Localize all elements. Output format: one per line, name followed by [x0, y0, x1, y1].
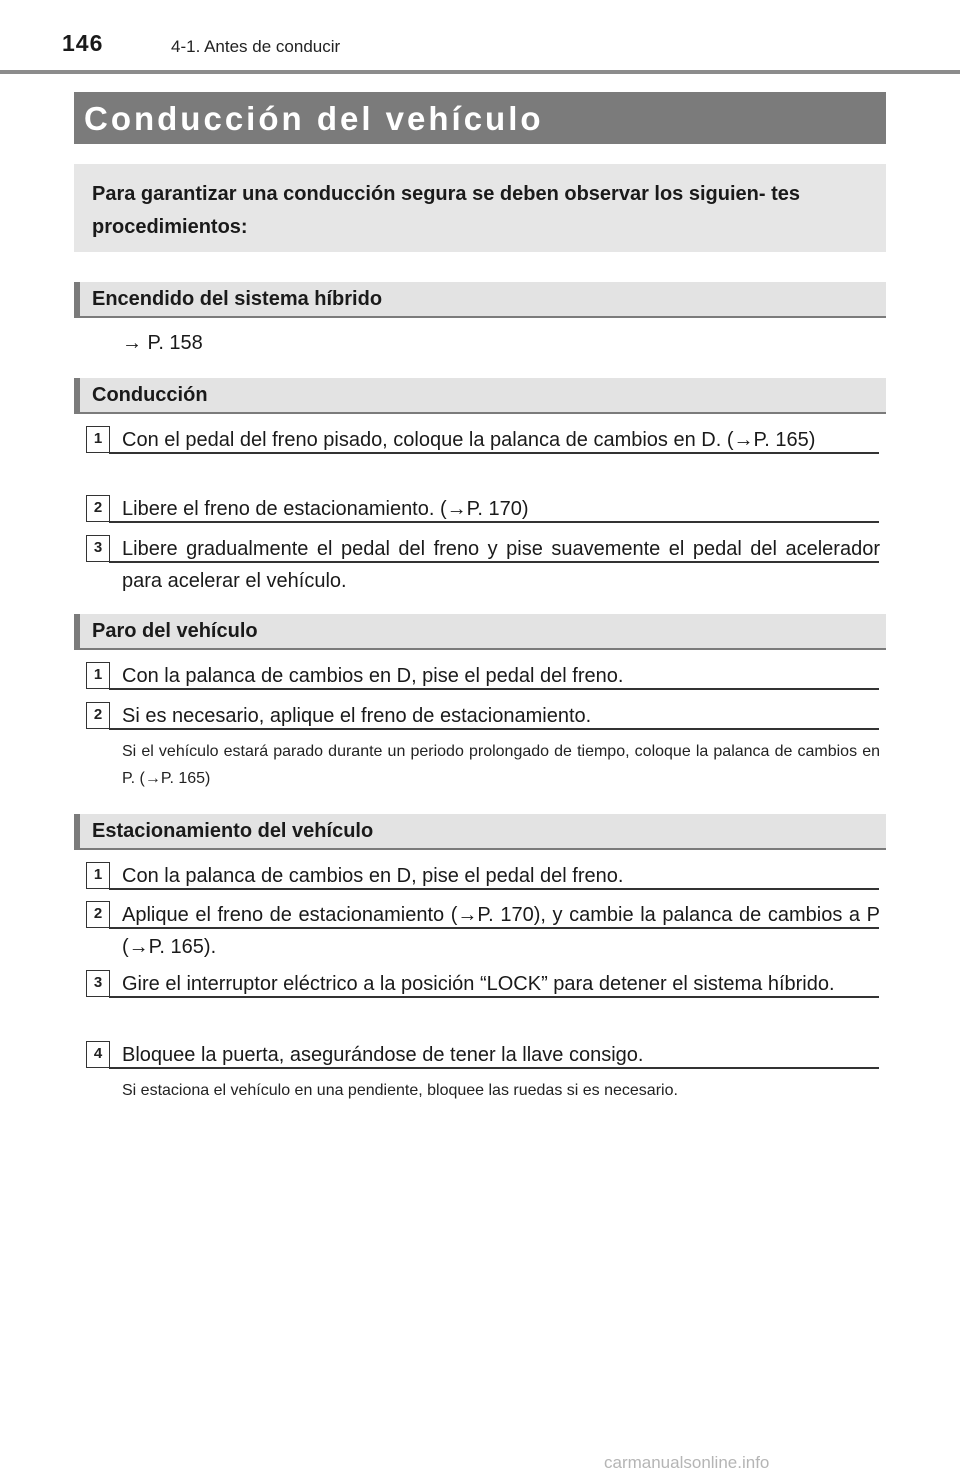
intro-text: Para garantizar una conducción segura se deben observar los siguien- tes procedimientos: [92, 183, 800, 238]
step-text: Con la palanca de cambios en D, pise el pedal del freno. [122, 665, 624, 687]
note-text: Si el vehículo estará parado durante un periodo prolongado de tiempo, coloque la palanca de cambios en P. (→P. 165) [122, 743, 880, 787]
step-text: Libere el freno de estacionamiento. (→P. 170) [122, 498, 529, 520]
page-number: 146 [62, 30, 104, 56]
step-text: Bloquee la puerta, asegurándose de tener la llave consigo. [122, 1044, 644, 1066]
step-number-badge: 3 [86, 970, 110, 997]
section-heading-parking [74, 814, 886, 850]
step-number-badge: 1 [86, 862, 110, 889]
section-heading-hybrid-start [74, 282, 886, 318]
page-title-bar [74, 92, 886, 144]
step-number-badge: 1 [86, 662, 110, 689]
note-text: Si estaciona el vehículo en una pendiente, bloquee las ruedas si es necesario. [122, 1082, 678, 1099]
step-number-badge: 3 [86, 535, 110, 562]
step-text: Gire el interruptor eléctrico a la posición “LOCK” para detener el sistema híbrido. [122, 973, 835, 995]
page-reference: → P. 158 [122, 332, 203, 354]
step-text: Con el pedal del freno pisado, coloque la palanca de cambios en D. (→P. 165) [122, 429, 816, 451]
watermark: carmanualsonline.info [604, 1453, 770, 1472]
section-heading-stopping [74, 614, 886, 650]
page-title: Conducción del vehículo [84, 100, 544, 137]
step-number-badge: 1 [86, 426, 110, 453]
step-text: Con la palanca de cambios en D, pise el pedal del freno. [122, 865, 624, 887]
section-heading-label: Conducción [92, 384, 208, 406]
step-number-badge: 2 [86, 495, 110, 522]
step-number-badge: 4 [86, 1041, 110, 1068]
section-heading-label: Paro del vehículo [92, 620, 258, 642]
intro-box [74, 164, 886, 252]
step-number-badge: 2 [86, 901, 110, 928]
section-heading-label: Encendido del sistema híbrido [92, 288, 383, 310]
section-heading-label: Estacionamiento del vehículo [92, 820, 374, 842]
step-text: Libere gradualmente el pedal del freno y pise suavemente el pedal del acelerador para acelerar el vehículo. [122, 538, 880, 592]
step-text: Si es necesario, aplique el freno de estacionamiento. [122, 705, 592, 727]
step-text: Aplique el freno de estacionamiento (→P. 170), y cambie la palanca de cambios a P (→P. 165). [122, 904, 880, 958]
step-number-badge: 2 [86, 702, 110, 729]
section-heading-driving [74, 378, 886, 414]
chapter-title: 4-1. Antes de conducir [171, 37, 341, 56]
header-divider [0, 70, 960, 74]
